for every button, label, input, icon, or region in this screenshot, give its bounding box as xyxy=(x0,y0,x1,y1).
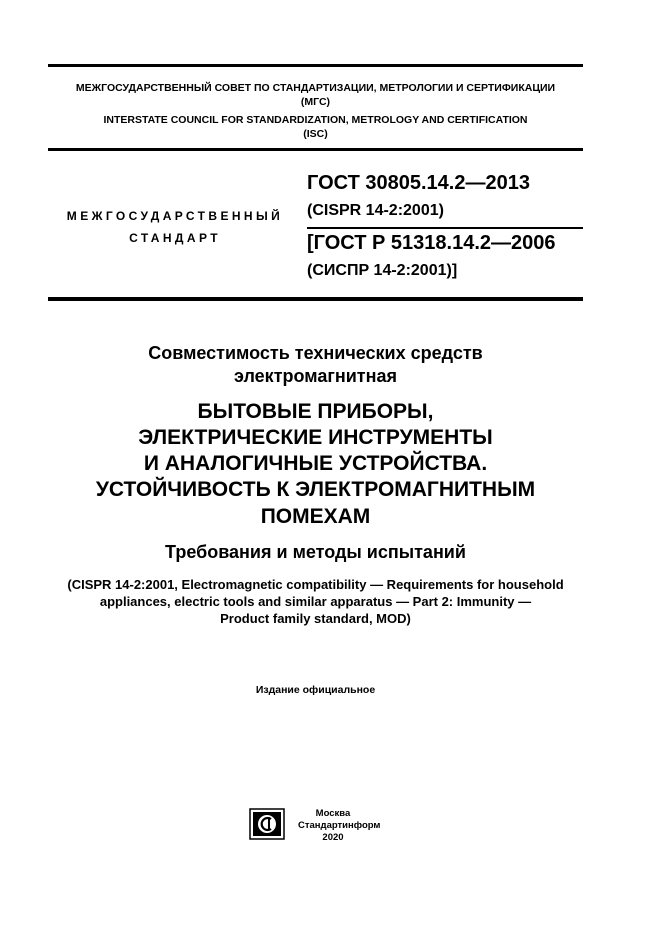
replaced-gost-number: [ГОСТ Р 51318.14.2—2006 xyxy=(307,232,556,254)
publisher-name: Стандартинформ xyxy=(298,820,381,831)
english-title-line3: Product family standard, MOD) xyxy=(220,611,411,626)
english-title-line1: (CISPR 14-2:2001, Electromagnetic compatibility — Requirements for household xyxy=(67,577,564,592)
council-ru-line2: (МГС) xyxy=(300,96,331,108)
standard-type xyxy=(50,205,300,249)
standard-rule xyxy=(48,297,583,301)
publisher-year: 2020 xyxy=(322,832,344,843)
edition-label: Издание официальное xyxy=(255,684,376,696)
standartinform-logo-icon xyxy=(249,808,285,840)
subtitle: Требования и методы испытаний xyxy=(165,542,466,562)
main-title-line3: И АНАЛОГИЧНЫЕ УСТРОЙСТВА. xyxy=(143,452,488,475)
gost-number: ГОСТ 30805.14.2—2013 xyxy=(307,172,530,194)
title-line2: электромагнитная xyxy=(233,366,397,386)
main-title-line1: БЫТОВЫЕ ПРИБОРЫ, xyxy=(197,400,434,423)
main-title-line4: УСТОЙЧИВОСТЬ К ЭЛЕКТРОМАГНИТНЫМ xyxy=(95,478,536,501)
header-rule xyxy=(48,148,583,151)
publisher-city: Москва xyxy=(315,808,351,819)
standard-type-line2: СТАНДАРТ xyxy=(129,231,221,245)
cispr-ref: (CISPR 14-2:2001) xyxy=(307,202,444,219)
council-en-line2: (ISC) xyxy=(303,128,328,140)
english-title-line2: appliances, electric tools and similar apparatus — Part 2: Immunity — xyxy=(99,594,532,609)
top-rule xyxy=(48,64,583,67)
council-ru-line1: МЕЖГОСУДАРСТВЕННЫЙ СОВЕТ ПО СТАНДАРТИЗАЦИИ, МЕТРОЛОГИИ И СЕРТИФИКАЦИИ xyxy=(75,82,556,94)
standard-type-line1: МЕЖГОСУДАРСТВЕННЫЙ xyxy=(66,209,284,223)
replaced-cispr-ref: (СИСПР 14-2:2001)] xyxy=(307,262,458,279)
main-title-line2: ЭЛЕКТРИЧЕСКИЕ ИНСТРУМЕНТЫ xyxy=(138,426,493,449)
main-title-line5: ПОМЕХАМ xyxy=(260,505,371,528)
title-line1: Совместимость технических средств xyxy=(148,343,483,363)
council-en-line1: INTERSTATE COUNCIL FOR STANDARDIZATION, METROLOGY AND CERTIFICATION xyxy=(103,114,528,126)
gost-divider xyxy=(307,227,583,229)
